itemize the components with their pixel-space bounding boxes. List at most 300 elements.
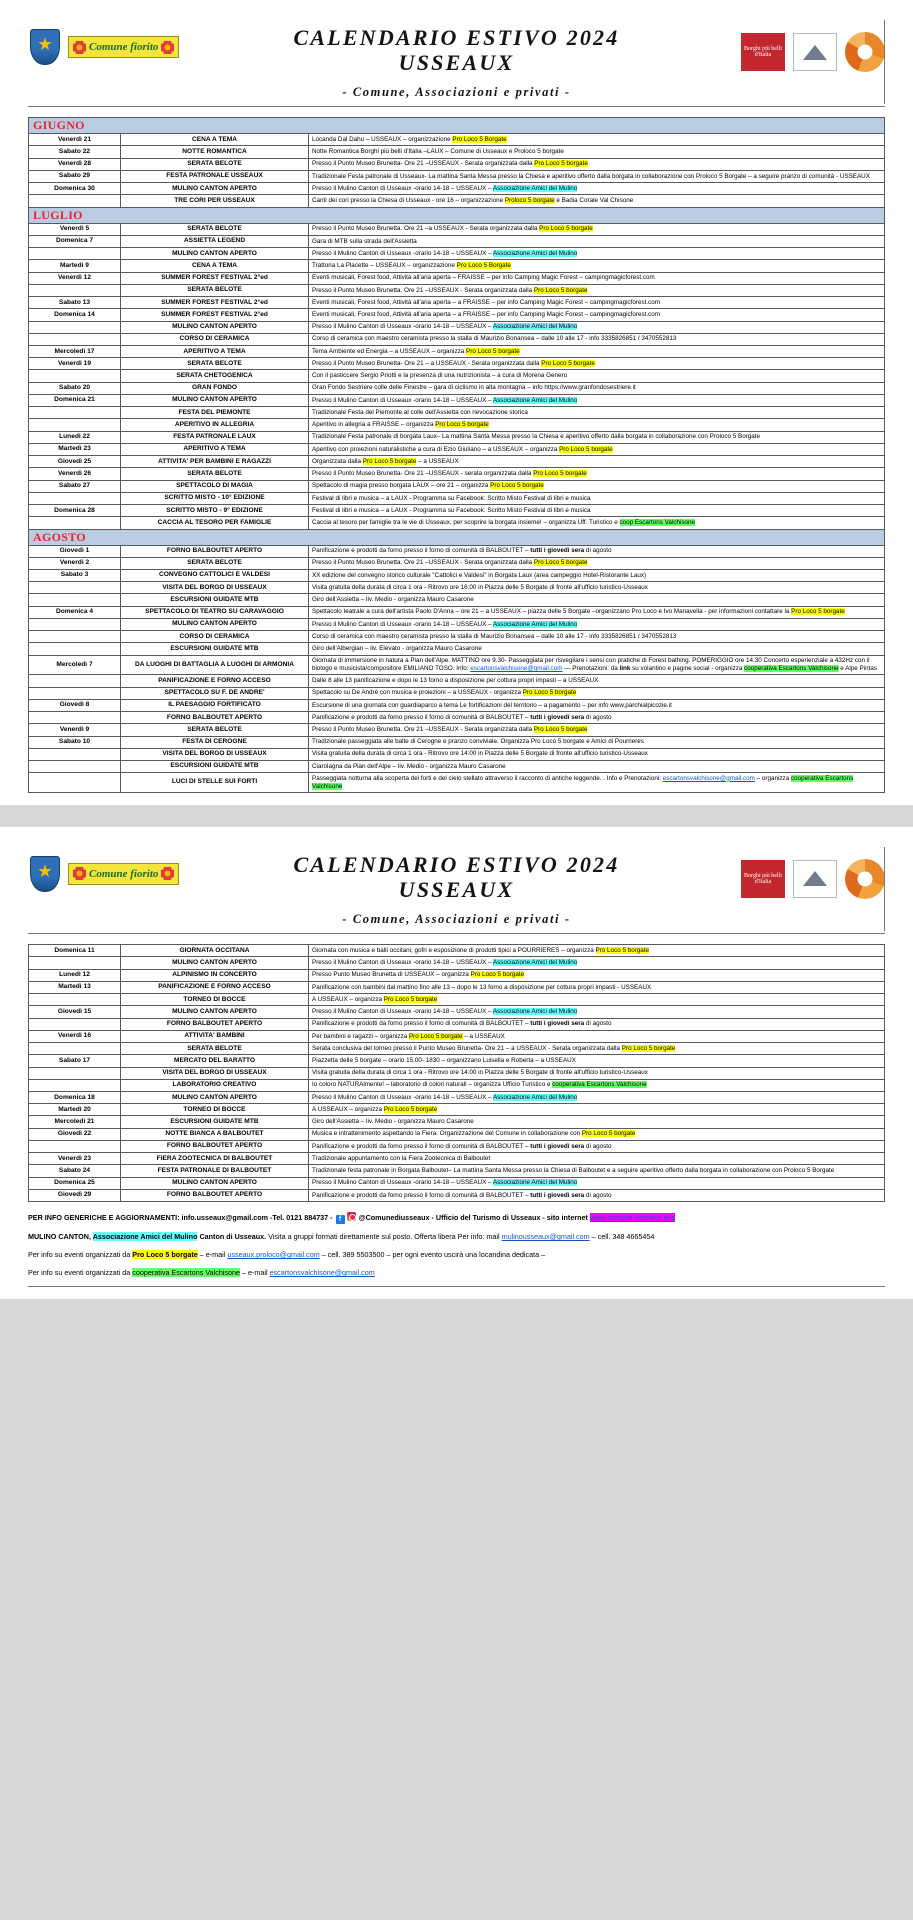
text-run: Musica e intrattenimento aspettando la Fiera. Organizzazione del Comune in collaborazione con xyxy=(312,1130,582,1138)
table-row xyxy=(29,1006,885,1018)
text-run: Presso il Mulino Canton di Usseaux -orario 14-18 – USSEAUX – xyxy=(312,396,493,404)
event-name-cell: SERATA BELOTE xyxy=(121,468,309,480)
event-date-cell: Domenica 14 xyxy=(29,309,121,321)
highlighted-text: Associazione Amici del Mulino xyxy=(492,1093,578,1101)
table-row xyxy=(29,1055,885,1067)
table-row xyxy=(29,760,885,772)
event-date-cell: Martedì 23 xyxy=(29,443,121,455)
table-row xyxy=(29,297,885,309)
event-description-cell xyxy=(309,557,885,569)
table-row xyxy=(29,382,885,394)
highlighted-text: Associazione Amici del Mulino xyxy=(492,959,578,967)
highlighted-text: Pro Loco 5 borgate xyxy=(383,995,438,1003)
event-description-cell xyxy=(309,687,885,699)
table-row xyxy=(29,1116,885,1128)
text-run: – cell. 389 5503500 – per ogni evento uscirà una locandina dedicata – xyxy=(319,1250,546,1260)
highlighted-text: Associazione Amici del Mulino xyxy=(492,184,578,192)
text-run: Visita gratuita della durata di circa 1 ora - Ritrovo ore 16:00 in Piazza delle 5 Borgate di fronte all'ufficio turistico-Usseaux xyxy=(312,583,648,591)
table-row xyxy=(29,594,885,606)
event-date-cell: Sabato 27 xyxy=(29,480,121,492)
event-name-cell: SCRITTO MISTO - 9° EDIZIONE xyxy=(121,505,309,517)
highlighted-text: Pro Loco 5 borgate xyxy=(621,1044,676,1052)
inline-link[interactable]: www.comune.usseaux.to.it xyxy=(589,1213,675,1223)
event-description-cell xyxy=(309,1104,885,1116)
event-description-cell xyxy=(309,382,885,394)
event-date-cell: Giovedì 25 xyxy=(29,456,121,468)
flower-icon xyxy=(161,41,174,54)
highlighted-text: Associazione Amici del Mulino xyxy=(92,1232,198,1242)
event-name-cell: SCRITTO MISTO - 10° EDIZIONE xyxy=(121,492,309,504)
event-date-cell xyxy=(29,631,121,643)
highlighted-text: Associazione Amici del Mulino xyxy=(492,323,578,331)
event-date-cell: Lunedì 22 xyxy=(29,431,121,443)
text-run: Presso il Mulino Canton di Usseaux -orario 14-18 – USSEAUX – xyxy=(312,620,493,628)
event-name-cell: MULINO CANTON APERTO xyxy=(121,248,309,260)
table-row xyxy=(29,370,885,382)
table-row xyxy=(29,1177,885,1189)
event-name-cell: SERATA BELOTE xyxy=(121,223,309,235)
event-description-cell xyxy=(309,1092,885,1104)
event-name-cell: VISITA DEL BORGO DI USSEAUX xyxy=(121,748,309,760)
event-date-cell: Mercoledì 21 xyxy=(29,1116,121,1128)
table-row xyxy=(29,1153,885,1165)
table-row xyxy=(29,419,885,431)
event-name-cell: ATTIVITA' BAMBINI xyxy=(121,1030,309,1042)
facebook-icon[interactable]: f xyxy=(336,1215,345,1224)
parco-alpi-cozie-logo xyxy=(793,33,837,71)
event-description-cell xyxy=(309,545,885,557)
text-run: Serata conclusiva del torneo presso il Punto Museo Brunetta- Ore 21 – a USSEAUX - Serata organizzata dalla xyxy=(312,1044,622,1052)
event-name-cell: SUMMER FOREST FESTIVAL 2°ed xyxy=(121,297,309,309)
header-divider-vertical xyxy=(884,20,885,104)
text-run: – cell. 348 4665454 xyxy=(589,1232,655,1242)
highlighted-text: Pro Loco 5 borgate xyxy=(435,421,489,429)
event-name-cell: PANIFICAZIONE E FORNO ACCESO xyxy=(121,675,309,687)
event-description-cell xyxy=(309,260,885,272)
event-description-cell xyxy=(309,736,885,748)
highlighted-text: Pro Loco 5 borgate xyxy=(533,725,588,733)
highlighted-text: Pro Loco 5 borgate xyxy=(383,1105,438,1113)
table-row xyxy=(29,1104,885,1116)
table-row xyxy=(29,945,885,957)
table-row xyxy=(29,1165,885,1177)
event-date-cell xyxy=(29,594,121,606)
event-name-cell: SPETTACOLO DI MAGIA xyxy=(121,480,309,492)
event-name-cell: TORNEO DI BOCCE xyxy=(121,1104,309,1116)
text-run: tutti i giovedì sera xyxy=(530,1020,585,1028)
event-date-cell: Martedì 13 xyxy=(29,981,121,993)
event-name-cell: CENA A TEMA xyxy=(121,260,309,272)
text-run: info.usseaux@gmail.com -Tel. 0121 884737 - xyxy=(181,1213,335,1223)
table-row xyxy=(29,687,885,699)
event-name-cell: MULINO CANTON APERTO xyxy=(121,1006,309,1018)
text-run: Presso il Punto Museo Brunetta. Ore 21 –USSEAUX - Serata organizzata dalla xyxy=(312,559,534,567)
coat-of-arms-icon xyxy=(28,26,62,70)
text-run: Eventi musicali, Forest food, Attività all'aria aperta – a FRAISSE – per info Camping Magic Forest – campingmagicforest.com xyxy=(312,310,661,318)
event-description-cell xyxy=(309,594,885,606)
event-description-cell xyxy=(309,1030,885,1042)
inline-link[interactable]: escartonsvalchisone@gmail.com xyxy=(470,664,563,672)
text-run: Presso il Punto Museo Brunetta- Ore 21 –USSEAUX - Serata organizzata dalla xyxy=(312,160,535,168)
text-run: PER INFO GENERICHE E AGGIORNAMENTI: xyxy=(28,1213,182,1223)
event-date-cell xyxy=(29,370,121,382)
footer-note-line xyxy=(28,1267,885,1278)
highlighted-text: Pro Loco 5 borgate xyxy=(595,946,650,954)
event-name-cell: GRAN FONDO xyxy=(121,382,309,394)
event-description-cell xyxy=(309,724,885,736)
event-description-cell xyxy=(309,712,885,724)
event-name-cell: SERATA BELOTE xyxy=(121,284,309,296)
highlighted-text: Pro Loco 5 Borgate xyxy=(456,262,511,270)
calendar-table-wrap-2 xyxy=(0,934,913,1202)
flower-icon xyxy=(73,41,86,54)
event-date-cell: Giovedì 29 xyxy=(29,1189,121,1201)
event-name-cell: FORNO BALBOUTET APERTO xyxy=(121,545,309,557)
event-name-cell: DA LUOGHI DI BATTAGLIA A LUOGHI DI ARMONIA xyxy=(121,655,309,675)
text-run: Organizzata dalla xyxy=(312,457,363,465)
highlighted-text: Pro Loco 5 borgate xyxy=(534,160,588,168)
text-run: Presso il Mulino Canton di Usseaux -orario 14-18 – USSEAUX – xyxy=(312,323,493,331)
text-run: Gara di MTB sulla strada dell'Assietta xyxy=(312,237,417,245)
text-run: Presso il Mulino Canton di Usseaux -orario 14-18 – USSEAUX – xyxy=(312,959,493,967)
text-run: tutti i giovedì sera xyxy=(530,1142,585,1150)
month-header-cell xyxy=(29,207,885,223)
highlighted-text: Pro Loco 5 borgate xyxy=(466,347,520,355)
flower-icon xyxy=(73,867,86,880)
text-run: Presso il Mulino Canton di Usseaux -orario 14-18 – USSEAUX – xyxy=(312,249,493,257)
text-run: Tradizionale Festa del Piemonte al colle dell'Assietta con rievocazione storica xyxy=(312,408,528,416)
event-date-cell: Giovedì 15 xyxy=(29,1006,121,1018)
header-right-logos xyxy=(695,849,885,899)
event-name-cell: LABORATORIO CREATIVO xyxy=(121,1079,309,1091)
text-run: di agosto xyxy=(584,547,612,555)
event-date-cell xyxy=(29,675,121,687)
event-description-cell xyxy=(309,760,885,772)
text-run: @Comunediusseaux - Ufficio del Turismo di Usseaux - sito internet xyxy=(356,1213,590,1223)
parco-alpi-cozie-logo xyxy=(793,860,837,898)
text-run: di agosto xyxy=(584,1142,612,1150)
event-name-cell: NOTTE BIANCA A BALBOUTET xyxy=(121,1128,309,1140)
event-description-cell xyxy=(309,146,885,158)
event-name-cell: SPETTACOLO SU F. DE ANDRE' xyxy=(121,687,309,699)
event-date-cell xyxy=(29,407,121,419)
text-run: Giro dell'Albergian – liv. Elevato - organizza Mauro Casarone xyxy=(312,645,482,653)
text-run: Panificazione e prodotti da forno presso il forno di comunità di BALBOUTET – xyxy=(312,547,531,555)
event-description-cell xyxy=(309,643,885,655)
event-description-cell xyxy=(309,394,885,406)
event-date-cell xyxy=(29,321,121,333)
event-description-cell xyxy=(309,1043,885,1055)
text-run: Canti dei cori presso la Chiesa di Usseaux - ore 16 – organizzazione xyxy=(312,197,505,205)
event-date-cell: Domenica 30 xyxy=(29,183,121,195)
highlighted-text: Pro Loco 5 Borgate xyxy=(452,135,507,143)
event-date-cell: Sabato 20 xyxy=(29,382,121,394)
text-run: Presso Punto Museo Brunetta di USSEAUX – organizza xyxy=(312,971,471,979)
event-description-cell xyxy=(309,1140,885,1152)
event-date-cell xyxy=(29,1018,121,1030)
flower-icon xyxy=(161,867,174,880)
event-date-cell xyxy=(29,517,121,529)
event-date-cell: Venerdì 21 xyxy=(29,134,121,146)
event-name-cell: CACCIA AL TESORO PER FAMIGLIE xyxy=(121,517,309,529)
text-run: Presso il Mulino Canton di Usseaux -orario 14-18 – USSEAUX – xyxy=(312,184,493,192)
event-description-cell xyxy=(309,981,885,993)
event-description-cell xyxy=(309,431,885,443)
text-run: MULINO CANTON, xyxy=(28,1232,93,1242)
event-description-cell xyxy=(309,134,885,146)
header-title-block xyxy=(218,849,695,927)
instagram-icon[interactable] xyxy=(347,1212,356,1221)
table-row xyxy=(29,146,885,158)
borghi-italia-logo: Borghi più belli d'Italia xyxy=(741,860,785,898)
event-name-cell: ASSIETTA LEGEND xyxy=(121,235,309,247)
event-date-cell: Domenica 7 xyxy=(29,235,121,247)
table-row xyxy=(29,699,885,711)
text-run: – a USSEAUX xyxy=(462,1032,505,1040)
event-description-cell xyxy=(309,407,885,419)
event-date-cell: Venerdì 12 xyxy=(29,272,121,284)
text-run: Eventi musicali, Forest food, Attività all'aria aperta – FRAISSE – per info Camping Magic Forest – campingmagicforest.com xyxy=(312,274,655,282)
event-date-cell xyxy=(29,618,121,630)
event-description-cell xyxy=(309,456,885,468)
highlighted-text: cooperativa Escartons Valchisone xyxy=(312,774,854,790)
event-description-cell xyxy=(309,1177,885,1189)
event-description-cell xyxy=(309,158,885,170)
text-run: Spettacolo su De Andrè con musica e proiezioni – a USSEAUX - organizza xyxy=(312,689,523,697)
event-description-cell xyxy=(309,468,885,480)
text-run: — Prenotazioni: da xyxy=(562,664,620,672)
event-date-cell xyxy=(29,195,121,207)
escartons-logo xyxy=(845,32,885,72)
table-row xyxy=(29,1079,885,1091)
event-date-cell: Giovedì 22 xyxy=(29,1128,121,1140)
footer-note-line xyxy=(28,1249,885,1260)
event-date-cell: Martedì 9 xyxy=(29,260,121,272)
table-row xyxy=(29,643,885,655)
table-row xyxy=(29,1140,885,1152)
event-date-cell: Domenica 18 xyxy=(29,1092,121,1104)
event-name-cell: CENA A TEMA xyxy=(121,134,309,146)
event-name-cell: MULINO CANTON APERTO xyxy=(121,394,309,406)
event-date-cell: Domenica 25 xyxy=(29,1177,121,1189)
month-header-row xyxy=(29,118,885,134)
event-name-cell: LUCI DI STELLE SUI FORTI xyxy=(121,773,309,793)
event-name-cell: FIERA ZOOTECNICA DI BALBOUTET xyxy=(121,1153,309,1165)
event-description-cell xyxy=(309,631,885,643)
event-date-cell xyxy=(29,687,121,699)
event-description-cell xyxy=(309,1018,885,1030)
event-date-cell: Venerdì 2 xyxy=(29,557,121,569)
text-run: Visita a gruppi formati direttamente sul posto. Offerta libera Per info: mail xyxy=(268,1232,502,1242)
table-row xyxy=(29,724,885,736)
event-name-cell: MULINO CANTON APERTO xyxy=(121,1177,309,1189)
event-description-cell xyxy=(309,505,885,517)
text-run: A USSEAUX – organizza xyxy=(312,995,384,1003)
text-run: Eventi musicali, Forest food, Attività all'aria aperta – a FRAISSE – per info Camping Magic Forest – campingmagicforest.com xyxy=(312,298,661,306)
month-header-cell xyxy=(29,118,885,134)
text-run: Con il pasticcere Sergio Priotti e la presenza di una nutrizionista – a cura di Morena Genero xyxy=(312,372,568,380)
event-date-cell xyxy=(29,1043,121,1055)
event-description-cell xyxy=(309,1153,885,1165)
event-description-cell xyxy=(309,248,885,260)
highlighted-text: Pro Loco 5 borgate xyxy=(559,445,613,453)
highlighted-text: Pro Loco 5 borgate xyxy=(539,225,593,233)
text-run: Canton di Usseaux. xyxy=(197,1232,269,1242)
highlighted-text: Pro Loco 5 borgate xyxy=(362,457,417,465)
inline-link[interactable]: mulinousseaux@gmail.com xyxy=(501,1232,590,1242)
highlighted-text: coop Escartons Valchisone xyxy=(619,518,696,526)
event-description-cell xyxy=(309,235,885,247)
text-run: Giro dell'Assietta – liv. Medio - organizza Mauro Casarone xyxy=(312,596,474,604)
text-run: tutti i giovedì sera xyxy=(530,547,585,555)
inline-link[interactable]: escartonsvalchisone@gmail.com xyxy=(662,774,755,782)
inline-link[interactable]: escartonsvalchisone@gmail.com xyxy=(269,1268,375,1278)
header-left-logos xyxy=(28,22,218,70)
event-name-cell: SUMMER FOREST FESTIVAL 2°ed xyxy=(121,272,309,284)
table-row xyxy=(29,675,885,687)
text-run: Visita gratuita della durata di circa 1 ora - Ritrovo ore 14:00 in Piazza delle 5 Borgate di fronte all'ufficio turistico-Usseaux xyxy=(312,1069,648,1077)
text-run: Locanda Dal Dahu – USSEAUX – organizzazione xyxy=(312,135,453,143)
text-run: Tradizionale Festa patronale di borgata Laux– La mattina Santa Messa presso la Chiesa e aperitivo offerto dalla borgata in collaborazione con Proloco 5 Borgate xyxy=(312,433,761,441)
coat-of-arms-icon xyxy=(28,853,62,897)
text-run: Panificazione e prodotti da forno presso il forno di comunità di BALBOUTET – xyxy=(312,713,531,721)
highlighted-text: Pro Loco 5 borgate xyxy=(533,470,587,478)
event-date-cell: Sabato 29 xyxy=(29,170,121,182)
text-run: Trattoria La Placette – USSEAUX – organizzazione xyxy=(312,262,457,270)
event-date-cell: Venerdì 26 xyxy=(29,468,121,480)
event-name-cell: CORSO DI CERAMICA xyxy=(121,631,309,643)
event-name-cell: NOTTE ROMANTICA xyxy=(121,146,309,158)
text-run: di agosto xyxy=(584,1191,612,1199)
text-run: Per bambini e ragazzi – organizza xyxy=(312,1032,409,1040)
calendar-sheet-1 xyxy=(0,0,913,805)
text-run: Aperitivo in allegria a FRAISSE – organizza xyxy=(312,421,436,429)
month-header-row xyxy=(29,529,885,545)
escartons-logo xyxy=(845,859,885,899)
table-row xyxy=(29,394,885,406)
table-row xyxy=(29,309,885,321)
highlighted-text: Pro Loco 5 borgate xyxy=(791,608,845,616)
event-date-cell: Sabato 17 xyxy=(29,1055,121,1067)
table-row xyxy=(29,1018,885,1030)
event-name-cell: SERATA BELOTE xyxy=(121,1043,309,1055)
event-description-cell xyxy=(309,370,885,382)
table-row xyxy=(29,134,885,146)
table-row xyxy=(29,981,885,993)
inline-link[interactable]: usseaux.proloco@gmail.com xyxy=(227,1250,320,1260)
text-run: Ciarolagna da Pian dell'Alpe – liv. Medio - organizza Mauro Casarone xyxy=(312,762,506,770)
event-name-cell: SERATA CHETOGENICA xyxy=(121,370,309,382)
event-date-cell xyxy=(29,582,121,594)
event-name-cell: TRE CORI PER USSEAUX xyxy=(121,195,309,207)
table-row xyxy=(29,1043,885,1055)
event-name-cell: SERATA BELOTE xyxy=(121,724,309,736)
event-name-cell: FESTA DEL PIEMONTE xyxy=(121,407,309,419)
event-date-cell: Venerdì 23 xyxy=(29,1153,121,1165)
event-description-cell xyxy=(309,195,885,207)
event-description-cell xyxy=(309,443,885,455)
event-date-cell xyxy=(29,957,121,969)
table-row xyxy=(29,170,885,182)
event-name-cell: PANIFICAZIONE E FORNO ACCESO xyxy=(121,981,309,993)
event-date-cell xyxy=(29,994,121,1006)
footer-notes xyxy=(0,1202,913,1278)
event-name-cell: ESCURSIONI GUIDATE MTB xyxy=(121,594,309,606)
event-name-cell: IL PAESAGGIO FORTIFICATO xyxy=(121,699,309,711)
text-run: Panificazione e prodotti da forno presso il forno di comunità di BALBOUTET – xyxy=(312,1142,531,1150)
month-header-row xyxy=(29,207,885,223)
event-date-cell: Giovedì 1 xyxy=(29,545,121,557)
event-date-cell: Venerdì 9 xyxy=(29,724,121,736)
event-name-cell: VISITA DEL BORGO DI USSEAUX xyxy=(121,1067,309,1079)
table-row xyxy=(29,712,885,724)
table-row xyxy=(29,582,885,594)
month-label: AGOSTO xyxy=(33,529,86,544)
page-subtitle: - Comune, Associazioni e privati - xyxy=(342,85,571,100)
text-run: – e-mail xyxy=(197,1250,228,1260)
page-title-line1: CALENDARIO ESTIVO 2024 xyxy=(293,25,620,50)
event-name-cell: VISITA DEL BORGO DI USSEAUX xyxy=(121,582,309,594)
header-left-logos xyxy=(28,849,218,897)
table-row xyxy=(29,284,885,296)
table-row xyxy=(29,260,885,272)
text-run: su volantino e pagine social - organizza xyxy=(630,664,745,672)
table-row xyxy=(29,1189,885,1201)
event-name-cell: FORNO BALBOUTET APERTO xyxy=(121,1140,309,1152)
table-row xyxy=(29,655,885,675)
event-description-cell xyxy=(309,284,885,296)
event-date-cell: Domenica 21 xyxy=(29,394,121,406)
highlighted-text: Pro Loco 5 borgate xyxy=(581,1130,636,1138)
event-date-cell xyxy=(29,1067,121,1079)
event-date-cell: Sabato 13 xyxy=(29,297,121,309)
text-run: Tradizionale festa patronale in Borgata Balboutet– La mattina Santa Messa presso la Chiesa di Balboutet e a seguire aperitivo offerto dalla borgata in collaborazione con Proloco 5 Borgate xyxy=(312,1167,835,1175)
text-run: Caccia al tesoro per famiglie tra le vie di Usseaux, per scoprire la borgata insieme! – organizza Uff. Turistico e xyxy=(312,518,620,526)
highlighted-text: cooperativa Escartons Valchisone xyxy=(132,1268,241,1278)
event-date-cell xyxy=(29,333,121,345)
text-run: Presso il Punto Museo Brunetta. Ore 21 –a USSEAUX - Serata organizzata dalla xyxy=(312,225,540,233)
text-run: Tradizionale passeggiata alle balte di Cerogne e pranzo conviviale. Organizza Pro Loco 5 borgate e Amici di Pourrieres xyxy=(312,738,644,746)
event-name-cell: FESTA PATRONALE LAUX xyxy=(121,431,309,443)
text-run: Corso di ceramica con maestro ceramista presso la stalla di Maurizio Bonansea – dalle 10 alle 17 - info 3335826851 / 3470552813 xyxy=(312,632,677,640)
text-run: – organizza xyxy=(754,774,791,782)
event-date-cell: Domenica 11 xyxy=(29,945,121,957)
text-run: Panificazione e prodotti da forno presso il forno di comunità di BALBOUTET – xyxy=(312,1020,531,1028)
event-description-cell xyxy=(309,333,885,345)
text-run: Presso il Mulino Canton di Usseaux -orario 14-18 – USSEAUX – xyxy=(312,1093,493,1101)
table-row xyxy=(29,443,885,455)
event-date-cell xyxy=(29,773,121,793)
table-row xyxy=(29,248,885,260)
text-run: Presso il Mulino Canton di Usseaux -orario 14-18 – USSEAUX – xyxy=(312,1008,493,1016)
text-run: Escursione di una giornata con guardiaparco a tema Le fortificazioni del territorio – a pagamento – per info www.parchialpicozie.it xyxy=(312,701,672,709)
highlighted-text: Pro Loco 5 borgate xyxy=(541,359,595,367)
table-row xyxy=(29,480,885,492)
event-date-cell: Venerdì 16 xyxy=(29,1030,121,1042)
table-row xyxy=(29,736,885,748)
text-run: Giornata di immersione in natura a Pian dell'Alpe. MATTINO ore 9.30- Passeggiata per risvegliare i sensi con pratiche di Forest bathing. POMERIGGIO ore 14.30 Concerto esperienziale a 432Hz con il biologo e musicista/compositore EMILIANO TOSO. Info: xyxy=(312,657,870,672)
highlighted-text: Pro Loco 5 borgate xyxy=(522,689,577,697)
event-description-cell xyxy=(309,419,885,431)
comune-fiorito-badge xyxy=(68,36,179,58)
event-name-cell: MULINO CANTON APERTO xyxy=(121,321,309,333)
event-description-cell xyxy=(309,1116,885,1128)
table-row xyxy=(29,773,885,793)
event-date-cell xyxy=(29,643,121,655)
event-description-cell xyxy=(309,1128,885,1140)
table-row xyxy=(29,1030,885,1042)
event-name-cell: SUMMER FOREST FESTIVAL 2°ed xyxy=(121,309,309,321)
